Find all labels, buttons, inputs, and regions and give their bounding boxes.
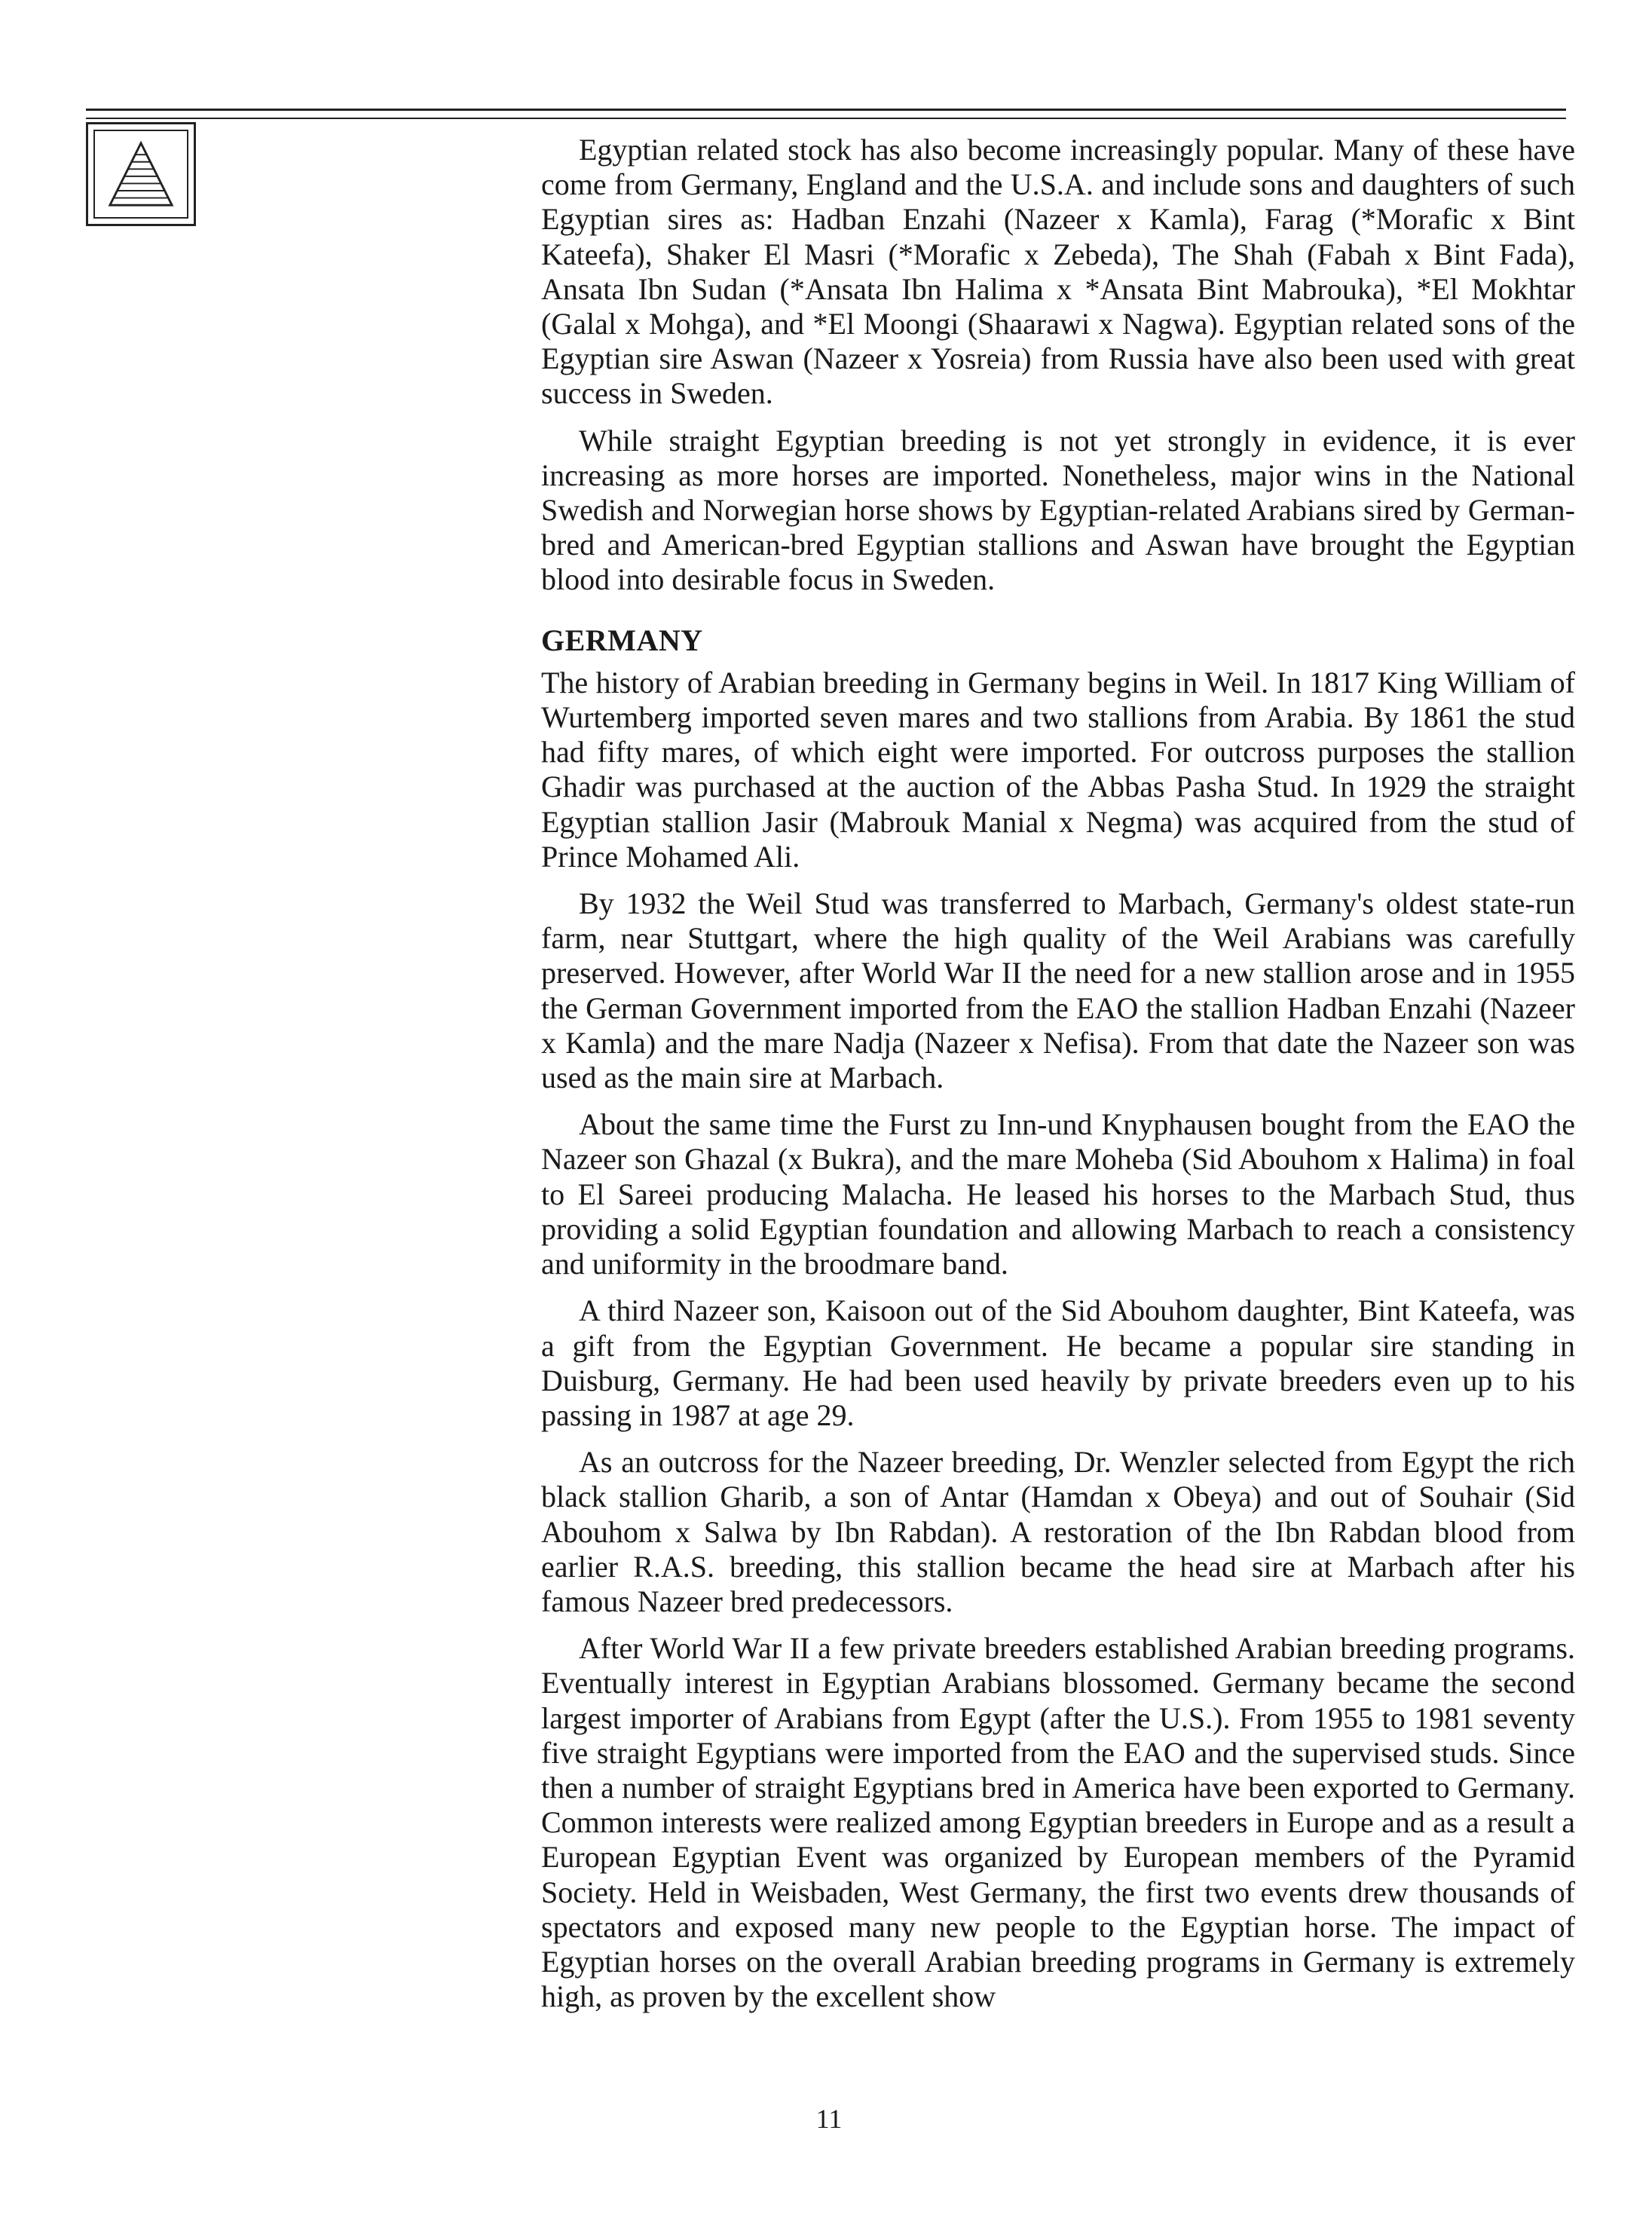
paragraph-egyptian-related-stock: Egyptian related stock has also become increasingly popular. Many of these have come from Germany, England and the U.S.A. and include sons and daughters of such Egyptian sires as: Hadban Enzahi (Nazeer x Kamla), Farag (*Morafic x Bint Kateefa), Shaker El Masri (*Morafic x Zebeda), The Shah (Fabah x Bint Fada), Ansata Ibn Sudan (*Ansata Ibn Halima x *Ansata Bint Mabrouka), *El Mokhtar (Galal x Mohga), and *El Moongi (Shaarawi x Nagwa). Egyptian related sons of the Egyptian sire Aswan (Nazeer x Yosreia) from Russia have also been used with great success in Sweden. [541,133,1575,411]
paragraph-gharib: As an outcross for the Nazeer breeding, Dr. Wenzler selected from Egypt the rich black stallion Gharib, a son of Antar (Hamdan x Obeya) and out of Souhair (Sid Abouhom x Salwa by Ibn Rabdan). A restoration of the Ibn Rabdan blood from earlier R.A.S. breeding, this stallion became the head sire at Marbach after his famous Nazeer bred predecessors. [541,1445,1575,1618]
pyramid-icon [88,124,194,224]
paragraph-straight-egyptian-breeding: While straight Egyptian breeding is not yet strongly in evidence, it is ever increasing as more horses are imported. Nonetheless, major wins in the National Swedish and Norwegian horse shows by Egyptian-related Arabians sired by German-bred and American-bred Egyptian stallions and Aswan have brought the Egyptian blood into desirable focus in Sweden. [541,423,1575,597]
paragraph-marbach-transfer: By 1932 the Weil Stud was transferred to Marbach, Germany's oldest state-run farm, near Stuttgart, where the high quality of the Weil Arabians was carefully preserved. However, after World War II the need for a new stallion arose and in 1955 the German Government imported from the EAO the stallion Hadban Enzahi (Nazeer x Kamla) and the mare Nadja (Nazeer x Nefisa). From that date the Nazeer son was used as the main sire at Marbach. [541,886,1575,1095]
header-rule-top [86,109,1566,111]
paragraph-history-weil: The history of Arabian breeding in Germany begins in Weil. In 1817 King William of Wurtemberg imported seven mares and two stallions from Arabia. By 1861 the stud had fifty mares, of which eight were imported. For outcross purposes the stallion Ghadir was purchased at the auction of the Abbas Pasha Stud. In 1929 the straight Egyptian stallion Jasir (Mabrouk Manial x Negma) was acquired from the stud of Prince Mohamed Ali. [541,665,1575,874]
article-body [541,133,1575,2026]
pyramid-logo [86,122,196,226]
page-number: 11 [815,2104,843,2134]
paragraph-private-breeders: After World War II a few private breeders established Arabian breeding programs. Eventually interest in Egyptian Arabians blossomed. Germany became the second largest importer of Arabians from Egypt (after the U.S.). From 1955 to 1981 seventy five straight Egyptians were imported from the EAO and the supervised studs. Since then a number of straight Egyptians bred in America have been exported to Germany. Common interests were realized among Egyptian breeders in Europe and as a result a European Egyptian Event was organized by European members of the Pyramid Society. Held in Weisbaden, West Germany, the first two events drew thousands of spectators and exposed many new people to the Egyptian horse. The impact of Egyptian horses on the overall Arabian breeding programs in Germany is extremely high, as proven by the excellent show [541,1631,1575,2014]
section-heading-germany: GERMANY [541,623,703,657]
header-rule-bottom [86,118,1566,119]
paragraph-knyphausen: About the same time the Furst zu Inn-und Knyphausen bought from the EAO the Nazeer son Ghazal (x Bukra), and the mare Moheba (Sid Abouhom x Halima) in foal to El Sareei producing Malacha. He leased his horses to the Marbach Stud, thus providing a solid Egyptian foundation and allowing Marbach to reach a consistency and uniformity in the broodmare band. [541,1107,1575,1281]
paragraph-kaisoon: A third Nazeer son, Kaisoon out of the Sid Abouhom daughter, Bint Kateefa, was a gift from the Egyptian Government. He became a popular sire standing in Duisburg, Germany. He had been used heavily by private breeders even up to his passing in 1987 at age 29. [541,1293,1575,1432]
